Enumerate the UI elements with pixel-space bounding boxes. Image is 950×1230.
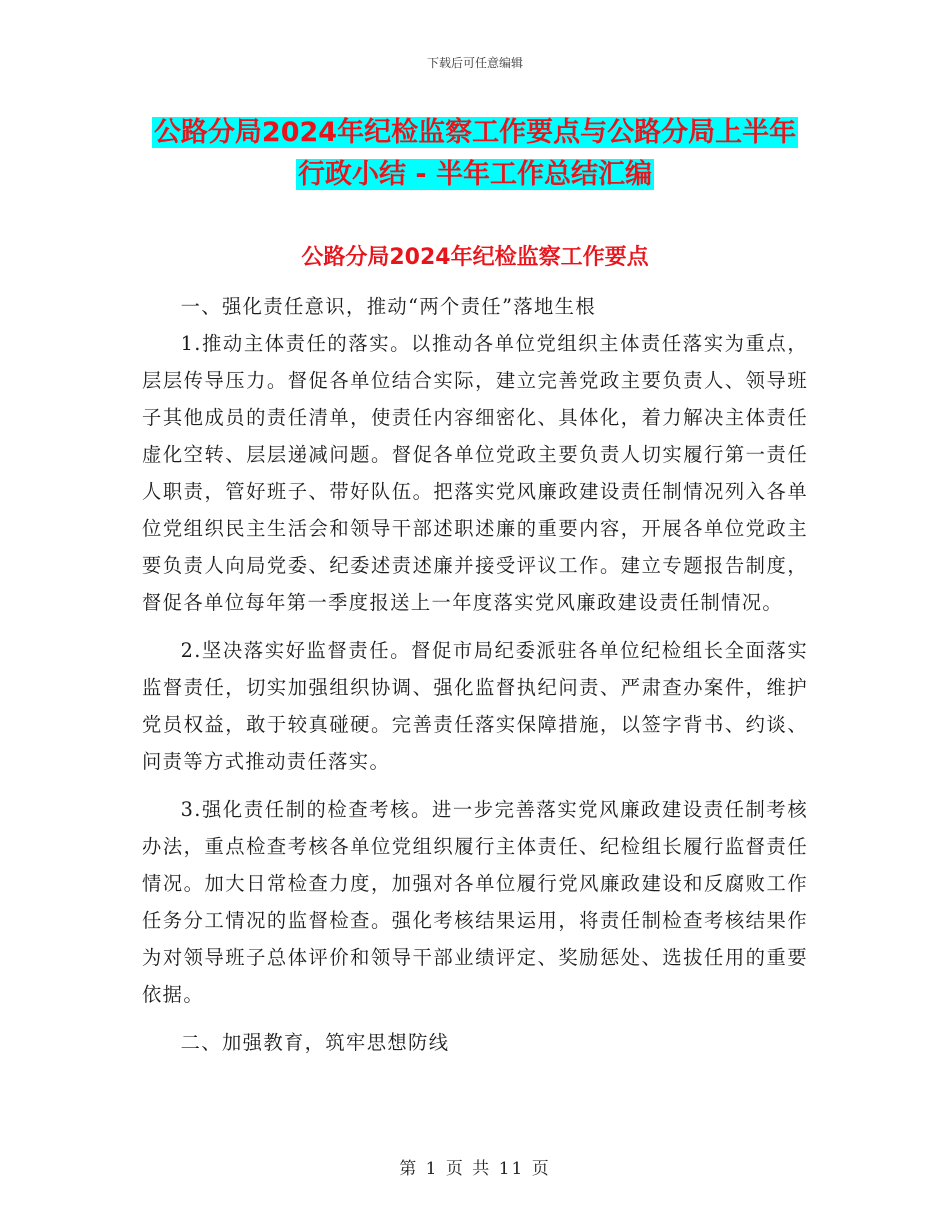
- section-title: 公路分局2024年纪检监察工作要点: [301, 245, 649, 270]
- title-highlight-2: 行政小结 - 半年工作总结汇编: [297, 159, 652, 190]
- document-title-line-1: [0, 110, 950, 156]
- paragraph-2: 2.坚决落实好监督责任。督促市局纪委派驻各单位纪检组长全面落实监督责任，切实加强组织协调、强化监督执纪问责、严肃查办案件，维护党员权益，敢于较真碰硬。完善责任落实保障措施，以签字背书、约谈、问责等方式推动责任落实。: [142, 639, 808, 773]
- heading-two: 二、加强教育，筑牢思想防线: [180, 1031, 450, 1054]
- title-highlight-1: 公路分局2024年纪检监察工作要点与公路分局上半年: [153, 117, 797, 148]
- heading-one: 一、强化责任意识，推动“两个责任”落地生根: [180, 295, 597, 318]
- document-body: [142, 288, 808, 1061]
- document-title-line-2: [0, 152, 950, 198]
- paragraph-3: 3.强化责任制的检查考核。进一步完善落实党风廉政建设责任制考核办法，重点检查考核各单位党组织履行主体责任、纪检组长履行监督责任情况。加大日常检查力度，加强对各单位履行党风廉政建设和反腐败工作任务分工情况的监督检查。强化考核结果运用，将责任制检查考核结果作为对领导班子总体评价和领导干部业绩评定、奖励惩处、选拔任用的重要依据。: [142, 798, 808, 1006]
- header-note: 下载后可任意编辑: [426, 56, 523, 70]
- page-number: 第 1 页 共 11 页: [399, 1159, 551, 1179]
- paragraph-1: 1.推动主体责任的落实。以推动各单位党组织主体责任落实为重点，层层传导压力。督促各单位结合实际，建立完善党政主要负责人、领导班子其他成员的责任清单，使责任内容细密化、具体化，着力解决主体责任虚化空转、层层递减问题。督促各单位党政主要负责人切实履行第一责任人职责，管好班子、带好队伍。把落实党风廉政建设责任制情况列入各单位党组织民主生活会和领导干部述职述廉的重要内容，开展各单位党政主要负责人向局党委、纪委述责述廉并接受评议工作。建立专题报告制度，督促各单位每年第一季度报送上一年度落实党风廉政建设责任制情况。: [142, 332, 808, 614]
